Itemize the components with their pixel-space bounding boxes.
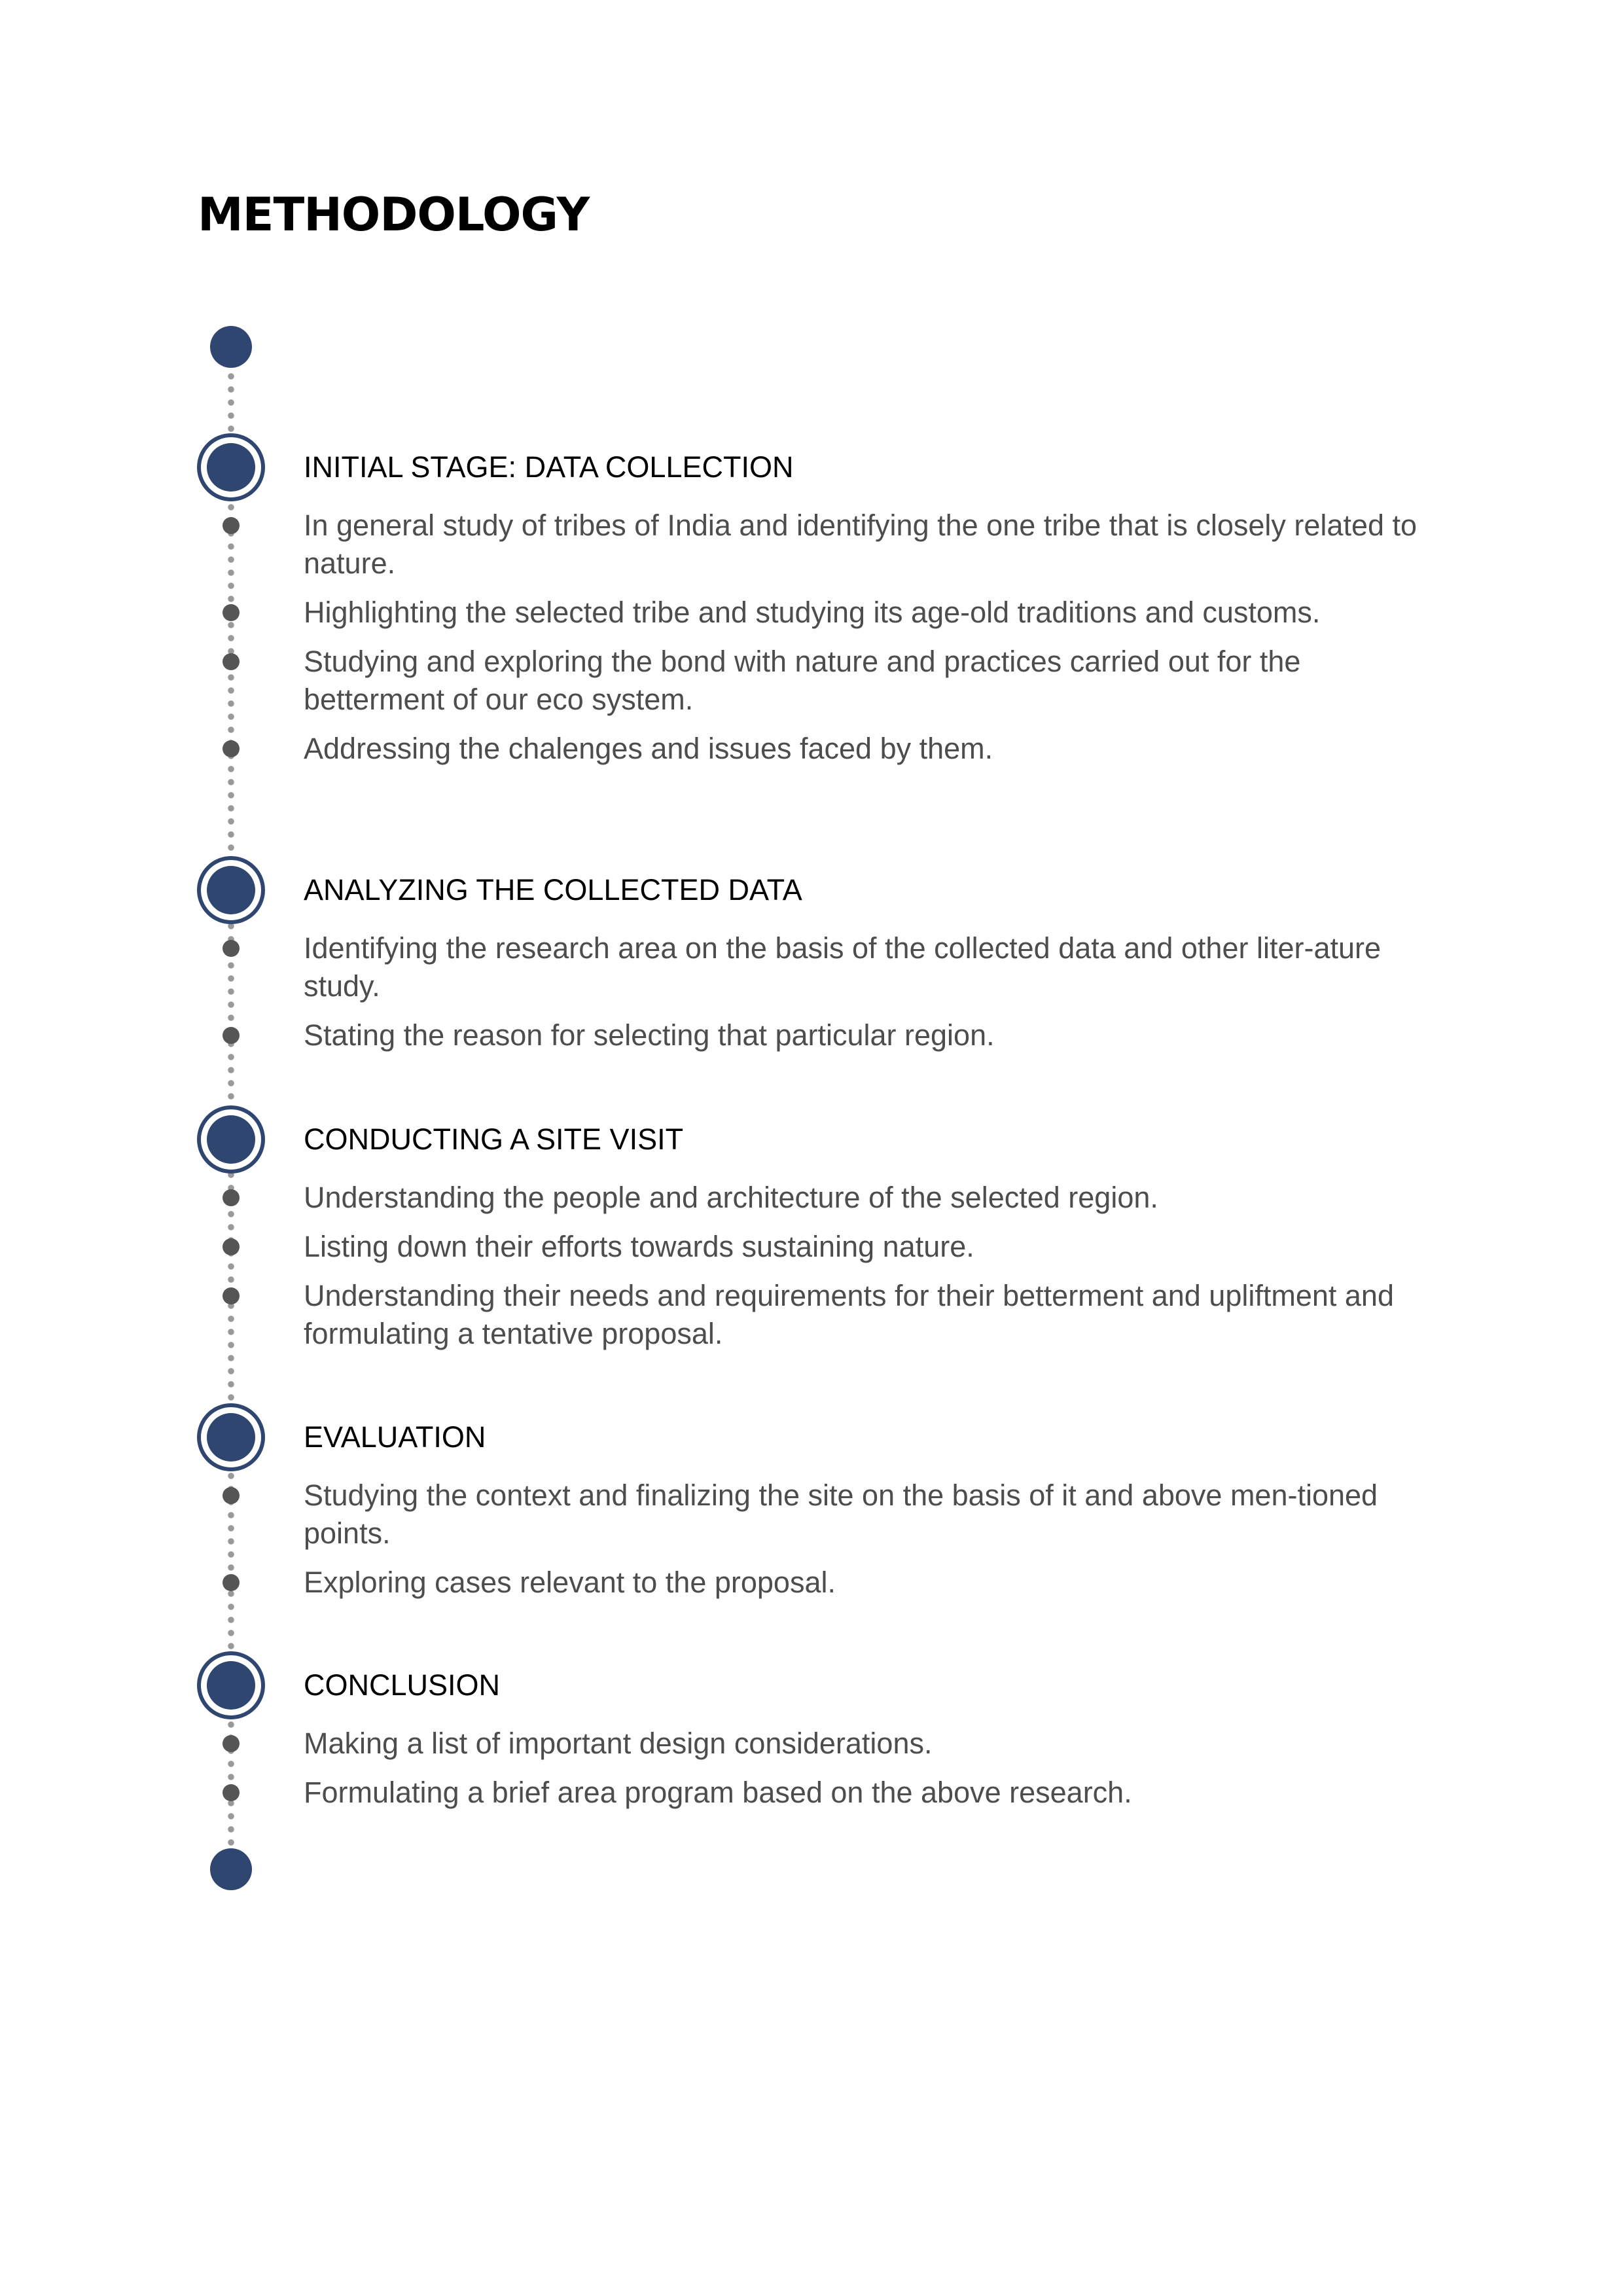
item-text: Identifying the research area on the basis of the collected data and other liter-ature study. (304, 931, 1382, 1003)
item-text: Studying and exploring the bond with nature and practices carried out for the betterment of our eco system. (304, 645, 1301, 716)
item-text: Making a list of important design considerations. (304, 1727, 933, 1760)
bullet-dot-icon (223, 740, 240, 757)
list-item (0, 1179, 1623, 1217)
list-item (0, 643, 1623, 719)
stage-heading: ANALYZING THE COLLECTED DATA (304, 873, 802, 906)
page-title: METHODOLOGY (198, 188, 590, 242)
item-text: Formulating a brief area program based on the above research. (304, 1776, 1132, 1809)
item-text: Addressing the chalenges and issues faced by them. (304, 732, 993, 765)
list-item (0, 1277, 1623, 1353)
stage-ring-icon (197, 856, 265, 924)
bullet-dot-icon (223, 1287, 240, 1304)
stage-ring-core (207, 1661, 255, 1710)
stage-ring-icon (197, 1651, 265, 1719)
item-text: In general study of tribes of India and identifying the one tribe that is closely related to nature. (304, 509, 1418, 580)
stage-items (0, 929, 1623, 1066)
stage-ring-core (207, 1413, 255, 1462)
list-item (0, 507, 1623, 583)
bullet-dot-icon (223, 1735, 240, 1752)
item-text: Exploring cases relevant to the proposal. (304, 1566, 836, 1599)
item-text: Listing down their efforts towards sustaining nature. (304, 1230, 974, 1263)
bullet-dot-icon (223, 517, 240, 534)
stage-items (0, 507, 1623, 779)
bullet-dot-icon (223, 1784, 240, 1801)
list-item (0, 929, 1623, 1005)
list-item (0, 1228, 1623, 1266)
bullet-dot-icon (223, 653, 240, 670)
stage-heading: EVALUATION (304, 1420, 486, 1454)
list-item (0, 1725, 1623, 1763)
stage-ring-core (207, 1115, 255, 1164)
list-item (0, 594, 1623, 632)
stage-items (0, 1477, 1623, 1613)
bullet-dot-icon (223, 940, 240, 957)
list-item (0, 1774, 1623, 1812)
stage-ring-icon (197, 1403, 265, 1471)
item-text: Understanding the people and architecture of the selected region. (304, 1181, 1158, 1214)
stage-heading: CONDUCTING A SITE VISIT (304, 1122, 684, 1156)
list-item (0, 1564, 1623, 1602)
bullet-dot-icon (223, 1027, 240, 1044)
item-text: Studying the context and finalizing the site on the basis of it and above men-tioned points. (304, 1479, 1378, 1550)
stage-ring-core (207, 443, 255, 492)
stage-heading: INITIAL STAGE: DATA COLLECTION (304, 450, 794, 484)
item-text: Stating the reason for selecting that particular region. (304, 1018, 995, 1052)
stage-ring-core (207, 866, 255, 914)
bullet-dot-icon (223, 1238, 240, 1255)
list-item (0, 1016, 1623, 1054)
stage-items (0, 1179, 1623, 1364)
stage-heading: CONCLUSION (304, 1668, 501, 1702)
bullet-dot-icon (223, 1574, 240, 1591)
item-text: Understanding their needs and requirements for their betterment and upliftment and formulating a tentative proposal. (304, 1279, 1394, 1350)
timeline-end-dot-icon (210, 1848, 252, 1890)
stage-ring-icon (197, 433, 265, 501)
bullet-dot-icon (223, 1487, 240, 1504)
bullet-dot-icon (223, 604, 240, 621)
item-text: Highlighting the selected tribe and studying its age-old traditions and customs. (304, 596, 1321, 629)
timeline-start-dot-icon (210, 326, 252, 368)
list-item (0, 1477, 1623, 1552)
stage-items (0, 1725, 1623, 1823)
stage-ring-icon (197, 1105, 265, 1174)
list-item (0, 730, 1623, 768)
bullet-dot-icon (223, 1189, 240, 1206)
